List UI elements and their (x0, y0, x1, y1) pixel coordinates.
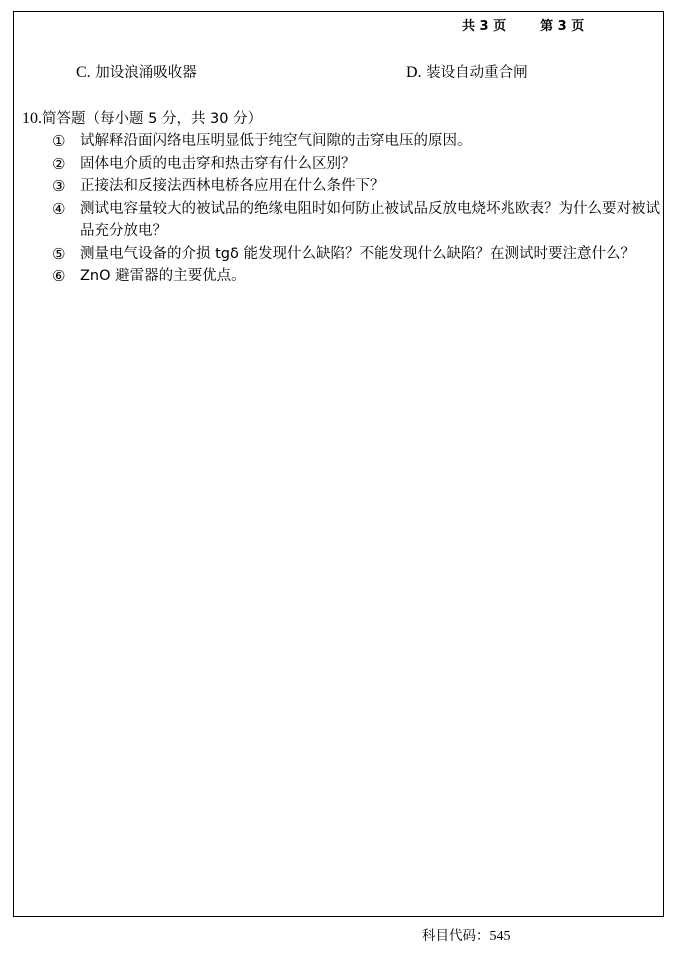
total-pages: 共 3 页 (462, 19, 507, 34)
question-item (0, 243, 660, 266)
section-title: 简答题（每小题 5 分，共 30 分） (42, 111, 263, 127)
option-text: 装设自动重合闸 (426, 65, 528, 81)
option-text: 加设浪涌吸收器 (95, 65, 197, 81)
subject-code-value: 545 (489, 929, 511, 944)
question-text: 固体电介质的电击穿和热击穿有什么区别？ (80, 155, 356, 172)
question-number: ③ (52, 177, 66, 195)
question-text: 测试电容量较大的被试品的绝缘电阻时如何防止被试品反放电烧坏兆欧表？为什么要对被试品充分放电？ (80, 200, 660, 239)
option-letter: C. (76, 64, 91, 81)
question-item (0, 153, 660, 176)
option-letter: D. (406, 64, 422, 81)
current-page: 第 3 页 (540, 19, 585, 34)
question-item (0, 175, 660, 198)
subject-code (422, 924, 511, 945)
page-header (462, 15, 584, 34)
section-heading (22, 107, 262, 128)
section-number: 10. (22, 110, 42, 127)
question-item (0, 265, 660, 288)
question-text: ZnO 避雷器的主要优点。 (80, 268, 246, 284)
question-item (0, 130, 660, 153)
question-text: 测量电气设备的介损 tgδ 能发现什么缺陷？不能发现什么缺陷？在测试时要注意什么？ (80, 245, 635, 262)
question-number: ② (52, 154, 66, 173)
question-number: ④ (52, 199, 66, 218)
question-number: ① (52, 132, 66, 150)
option-c (76, 61, 197, 82)
option-d (406, 61, 528, 82)
question-number: ⑥ (52, 267, 66, 285)
question-text: 正接法和反接法西林电桥各应用在什么条件下？ (80, 178, 385, 194)
question-item (0, 198, 660, 243)
question-number: ⑤ (52, 244, 66, 263)
question-list (0, 130, 690, 288)
question-text: 试解释沿面闪络电压明显低于纯空气间隙的击穿电压的原因。 (80, 133, 472, 149)
subject-code-label: 科目代码： (422, 928, 490, 944)
